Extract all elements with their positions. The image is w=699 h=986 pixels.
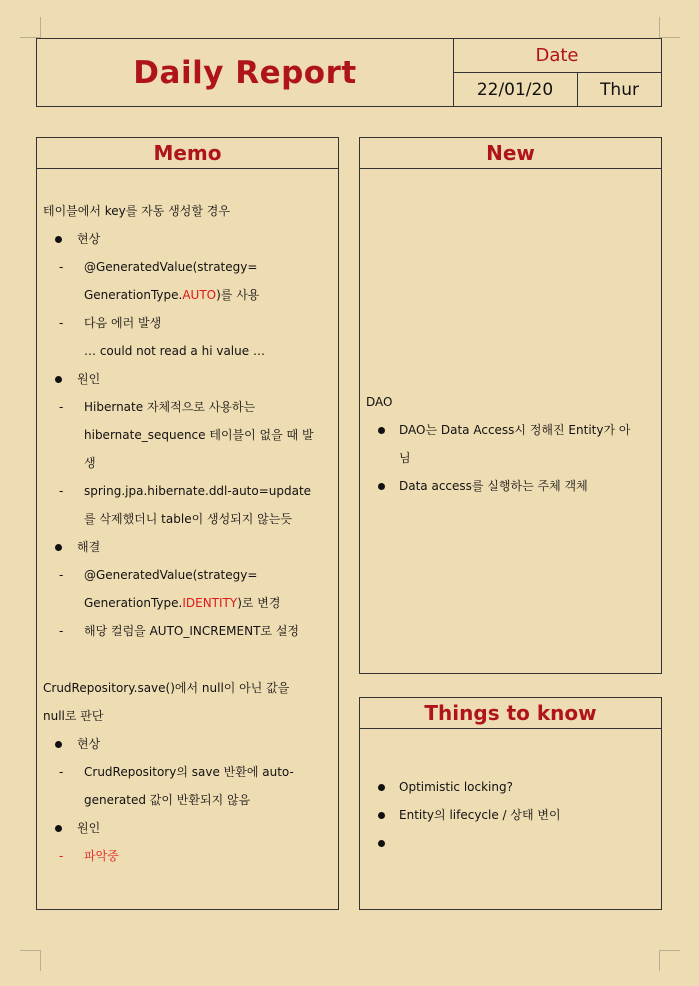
dash-marker: - bbox=[59, 400, 64, 414]
memo-text-span: )를 사용 bbox=[216, 288, 260, 302]
know-item-text: Optimistic locking? bbox=[399, 780, 513, 794]
dash-marker: - bbox=[59, 765, 64, 779]
new-item-text: DAO는 Data Access시 정해진 Entity가 아 bbox=[399, 423, 631, 437]
memo-text-line: 해당 컬럼을 AUTO_INCREMENT로 설정 bbox=[84, 624, 300, 638]
corner-mark-top-right bbox=[659, 17, 680, 38]
things-to-know-panel bbox=[359, 697, 662, 910]
memo-text-span: GenerationType. bbox=[84, 596, 183, 610]
new-panel bbox=[359, 137, 662, 674]
investigating-text: 파악중 bbox=[84, 849, 119, 863]
date-value: 22/01/20 bbox=[453, 73, 578, 106]
new-content bbox=[360, 138, 661, 673]
memo-section2-heading: CrudRepository.save()에서 null이 아닌 값을 bbox=[43, 681, 290, 695]
memo-text-line: 생 bbox=[84, 456, 96, 470]
memo-text-line: … could not read a hi value … bbox=[84, 344, 265, 358]
memo-section2-heading-cont: null로 판단 bbox=[43, 709, 104, 723]
memo-content bbox=[37, 138, 338, 909]
new-item-text: 님 bbox=[399, 451, 411, 465]
bullet-dot bbox=[55, 825, 62, 832]
report-title: Daily Report bbox=[37, 39, 454, 106]
memo-text-line: @GeneratedValue(strategy= bbox=[84, 260, 258, 274]
memo-text-line: spring.jpa.hibernate.ddl-auto=update bbox=[84, 484, 312, 498]
memo-text-line: CrudRepository의 save 반환에 auto- bbox=[84, 765, 294, 779]
dash-marker: - bbox=[59, 849, 64, 863]
memo-section1-heading: 테이블에서 key를 자동 생성할 경우 bbox=[43, 204, 230, 218]
bullet-dot bbox=[378, 840, 385, 847]
new-title: New bbox=[360, 138, 661, 169]
memo-text-line bbox=[84, 595, 280, 611]
know-content bbox=[360, 698, 661, 909]
things-to-know-title: Things to know bbox=[360, 698, 661, 729]
know-item-text: Entity의 lifecycle / 상태 변이 bbox=[399, 808, 561, 822]
dash-marker: - bbox=[59, 484, 64, 498]
memo-text-line: hibernate_sequence 테이블이 없을 때 발 bbox=[84, 428, 314, 442]
header-table bbox=[36, 38, 662, 107]
dash-marker: - bbox=[59, 624, 64, 638]
memo-text-line bbox=[84, 287, 259, 303]
corner-mark-bottom-right bbox=[659, 950, 680, 971]
memo-title: Memo bbox=[37, 138, 338, 169]
memo-text-line: generated 값이 반환되지 않음 bbox=[84, 793, 251, 807]
date-label: Date bbox=[453, 39, 661, 73]
bullet-dot bbox=[55, 741, 62, 748]
corner-mark-top-left bbox=[20, 17, 41, 38]
new-heading: DAO bbox=[366, 395, 393, 409]
memo-panel bbox=[36, 137, 339, 910]
memo-text-span: )로 변경 bbox=[237, 596, 281, 610]
bullet-dot bbox=[378, 784, 385, 791]
bullet-dot bbox=[378, 812, 385, 819]
memo-bullet-solution: 해결 bbox=[77, 540, 101, 554]
memo-text-span: GenerationType. bbox=[84, 288, 183, 302]
corner-mark-bottom-left bbox=[20, 950, 41, 971]
bullet-dot bbox=[378, 483, 385, 490]
highlight-text: AUTO bbox=[182, 288, 217, 302]
bullet-dot bbox=[378, 427, 385, 434]
memo-text-line: 를 삭제했더니 table이 생성되지 않는듯 bbox=[84, 512, 292, 526]
memo-bullet-symptom: 현상 bbox=[77, 232, 101, 246]
new-item-text: Data access를 실행하는 주체 객체 bbox=[399, 479, 588, 493]
dash-marker: - bbox=[59, 260, 64, 274]
memo-bullet-symptom-2: 현상 bbox=[77, 737, 101, 751]
memo-text-line: 다음 에러 발생 bbox=[84, 316, 162, 330]
day-value: Thur bbox=[600, 79, 639, 100]
memo-bullet-cause: 원인 bbox=[77, 372, 101, 386]
memo-text-line: @GeneratedValue(strategy= bbox=[84, 568, 258, 582]
bullet-dot bbox=[55, 376, 62, 383]
memo-text-line: Hibernate 자체적으로 사용하는 bbox=[84, 400, 256, 414]
bullet-dot bbox=[55, 544, 62, 551]
bullet-dot bbox=[55, 236, 62, 243]
highlight-text: IDENTITY bbox=[182, 596, 238, 610]
dash-marker: - bbox=[59, 568, 64, 582]
memo-bullet-cause-2: 원인 bbox=[77, 821, 101, 835]
dash-marker: - bbox=[59, 316, 64, 330]
